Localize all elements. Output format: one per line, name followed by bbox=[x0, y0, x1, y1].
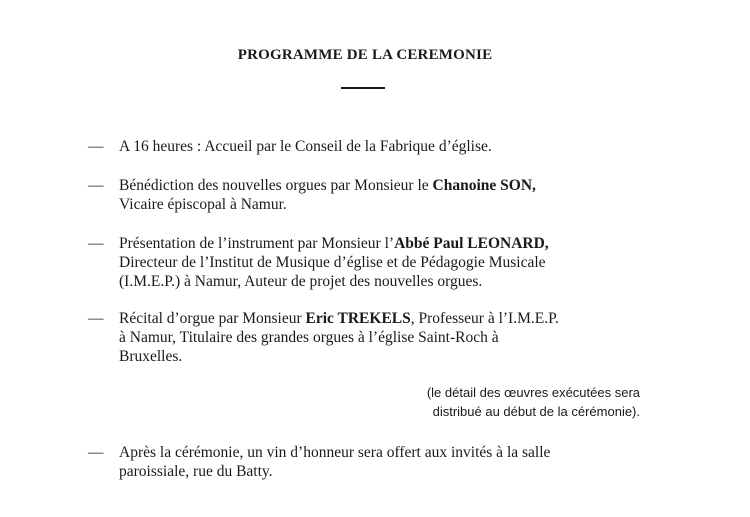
item-bold-name: Eric TREKELS bbox=[305, 310, 411, 327]
item-line: Après la cérémonie, un vin d’honneur sera offert aux invités à la salle bbox=[119, 444, 551, 461]
item-text bbox=[119, 234, 648, 291]
item-line: Directeur de l’Institut de Musique d’église et de Pédagogie Musicale bbox=[119, 254, 546, 271]
item-line: Présentation de l’instrument par Monsieur l’ bbox=[119, 235, 395, 252]
item-dash: — bbox=[88, 310, 104, 327]
note-line: distribué au début de la cérémonie). bbox=[432, 404, 640, 419]
item-line: Récital d’orgue par Monsieur bbox=[119, 310, 306, 327]
item-dash: — bbox=[88, 177, 104, 194]
program-item-welcome bbox=[88, 137, 648, 156]
item-dash: — bbox=[88, 444, 104, 461]
item-text bbox=[119, 176, 648, 214]
title-underline-divider bbox=[341, 87, 385, 89]
item-line: paroissiale, rue du Batty. bbox=[119, 463, 273, 480]
item-line: (I.M.E.P.) à Namur, Auteur de projet des nouvelles orgues. bbox=[119, 273, 483, 290]
item-line: , Professeur à l’I.M.E.P. bbox=[410, 310, 559, 327]
item-line: Bénédiction des nouvelles orgues par Monsieur le bbox=[119, 177, 433, 194]
program-item-presentation bbox=[88, 234, 648, 291]
item-line: A 16 heures : Accueil par le Conseil de la Fabrique d’église. bbox=[119, 138, 492, 155]
item-line: Vicaire épiscopal à Namur. bbox=[119, 196, 287, 213]
item-text bbox=[119, 137, 648, 156]
page-title: PROGRAMME DE LA CEREMONIE bbox=[237, 47, 493, 63]
item-line: à Namur, Titulaire des grandes orgues à l’église Saint-Roch à bbox=[119, 329, 499, 346]
program-item-reception bbox=[88, 443, 648, 481]
item-text bbox=[119, 443, 648, 481]
program-item-recital bbox=[88, 309, 648, 366]
program-item-blessing bbox=[88, 176, 648, 214]
works-detail-note bbox=[380, 383, 640, 421]
note-line: (le détail des œuvres exécutées sera bbox=[426, 385, 640, 400]
item-text bbox=[119, 309, 648, 366]
item-line: Bruxelles. bbox=[119, 348, 183, 365]
item-bold-name: Chanoine SON, bbox=[432, 177, 536, 194]
item-dash: — bbox=[88, 138, 104, 155]
item-bold-name: Abbé Paul LEONARD, bbox=[394, 235, 549, 252]
item-dash: — bbox=[88, 235, 104, 252]
